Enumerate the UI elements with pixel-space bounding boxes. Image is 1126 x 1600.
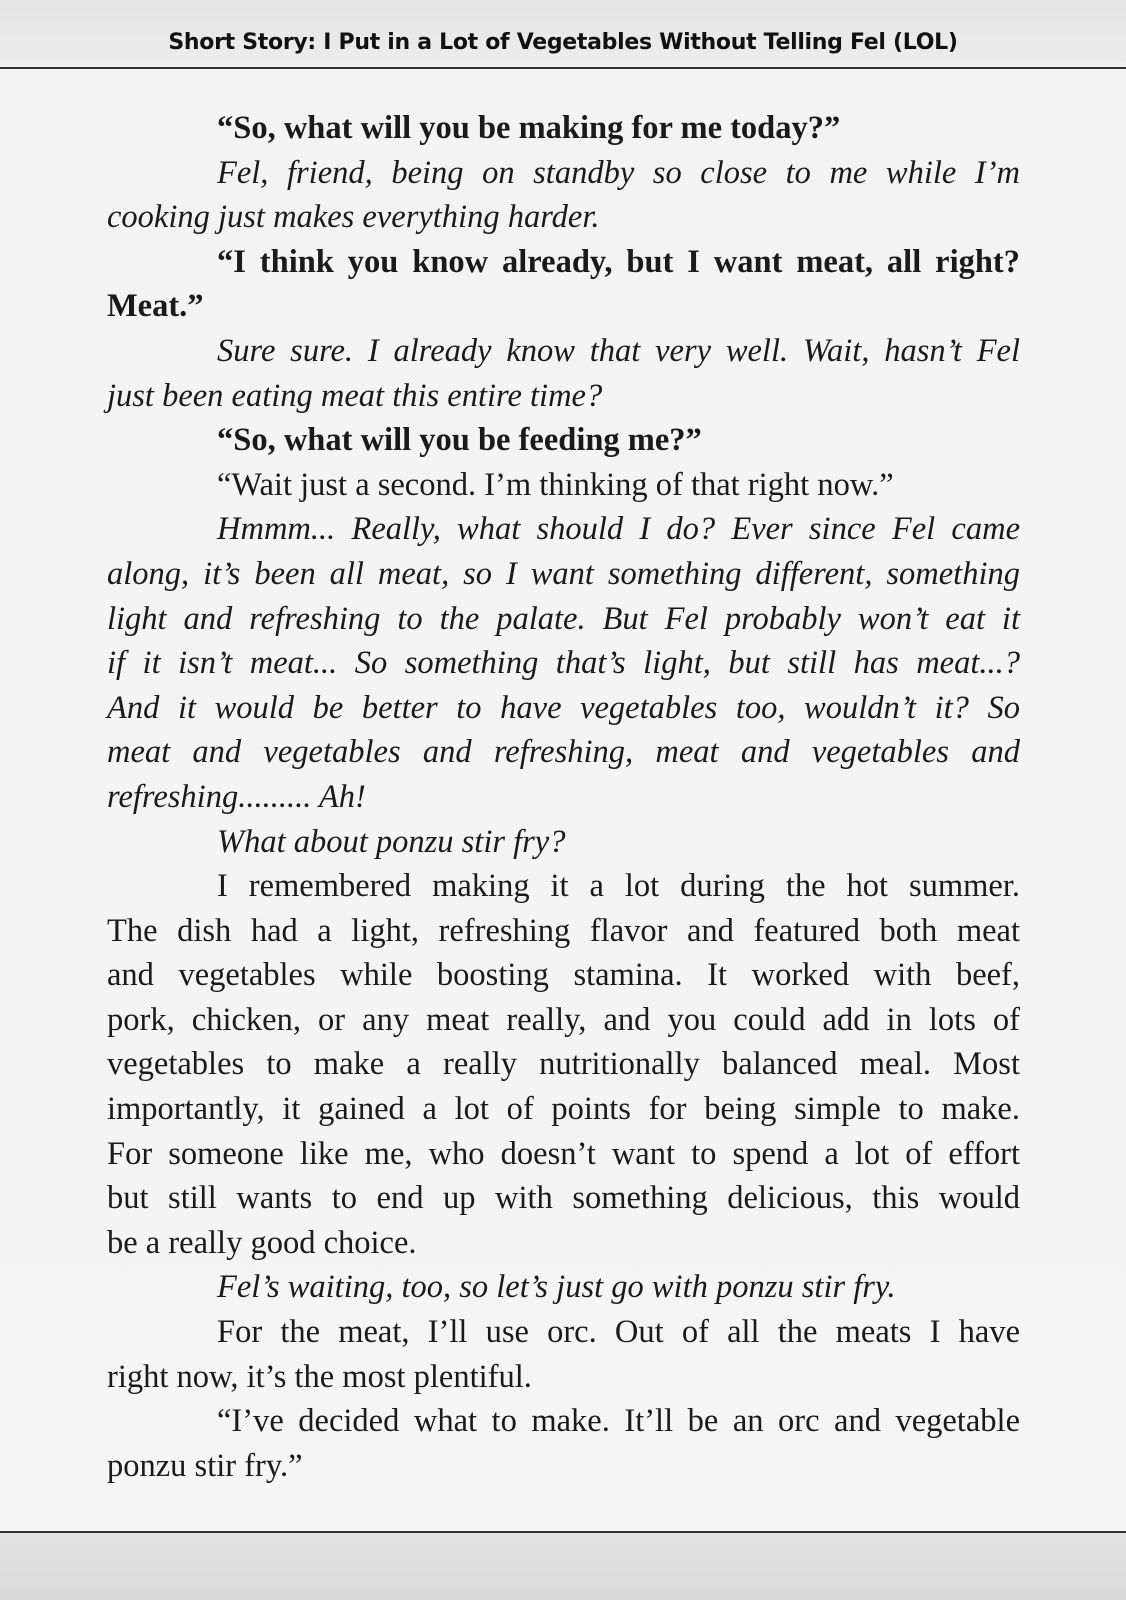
paragraph [107, 106, 1020, 151]
chapter-title: Short Story: I Put in a Lot of Vegetables Without Telling Fel (LOL) [168, 30, 958, 55]
text-line: but still wants to end up with something delicious, this would [107, 1180, 1020, 1217]
text-line: meat and vegetables and refreshing, meat and vegetables and [107, 734, 1020, 771]
text-line: And it would be better to have vegetables too, wouldn’t it? So [107, 689, 1020, 726]
text-line: For someone like me, who doesn’t want to spend a lot of effort [107, 1135, 1020, 1172]
paragraph [107, 329, 1020, 418]
text-line: light and refreshing to the palate. But Fel probably won’t eat it [107, 600, 1020, 637]
text-line: cooking just makes everything harder. [107, 199, 600, 236]
header-rule [0, 67, 1126, 69]
text-line: vegetables to make a really nutritionally balanced meal. Most [107, 1046, 1020, 1083]
footer-rule [0, 1531, 1126, 1533]
paragraph [107, 1399, 1020, 1488]
text-line: “So, what will you be making for me today?” [217, 110, 841, 146]
paragraph [107, 463, 1020, 508]
text-line: Meat.” [107, 288, 204, 325]
text-line: “I think you know already, but I want meat, all right? [217, 243, 1020, 280]
text-line: right now, it’s the most plentiful. [107, 1358, 532, 1395]
paragraph [107, 151, 1020, 240]
paragraph [107, 864, 1020, 1265]
story-body [107, 106, 1020, 1488]
text-line: if it isn’t meat... So something that’s light, but still has meat...? [107, 645, 1020, 682]
text-line: pork, chicken, or any meat really, and you could add in lots of [107, 1001, 1020, 1038]
text-line: I remembered making it a lot during the hot summer. [217, 868, 1020, 905]
text-line: along, it’s been all meat, so I want something different, something [107, 555, 1020, 592]
paragraph [107, 240, 1020, 329]
text-line: ponzu stir fry.” [107, 1447, 303, 1484]
text-line: “Wait just a second. I’m thinking of that right now.” [217, 466, 894, 503]
paragraph [107, 1310, 1020, 1399]
text-line: What about ponzu stir fry? [217, 823, 566, 860]
text-line: “So, what will you be feeding me?” [217, 422, 702, 459]
text-line: For the meat, I’ll use orc. Out of all the meats I have [217, 1314, 1020, 1351]
text-line: “I’ve decided what to make. It’ll be an orc and vegetable [217, 1403, 1020, 1440]
text-line: Fel, friend, being on standby so close to me while I’m [217, 154, 1020, 191]
text-line: just been eating meat this entire time? [107, 377, 603, 414]
text-line: refreshing......... Ah! [107, 778, 366, 815]
text-line: importantly, it gained a lot of points for being simple to make. [107, 1091, 1020, 1128]
text-line: Sure sure. I already know that very well. Wait, hasn’t Fel [217, 332, 1020, 369]
paragraph [107, 1265, 1020, 1310]
paragraph [107, 418, 1020, 463]
text-line: be a really good choice. [107, 1224, 417, 1261]
paragraph [107, 507, 1020, 819]
paragraph [107, 820, 1020, 865]
text-line: Fel’s waiting, too, so let’s just go with ponzu stir fry. [217, 1269, 896, 1306]
text-line: and vegetables while boosting stamina. It worked with beef, [107, 957, 1020, 994]
text-line: The dish had a light, refreshing flavor and featured both meat [107, 912, 1020, 949]
text-line: Hmmm... Really, what should I do? Ever since Fel came [217, 511, 1020, 548]
